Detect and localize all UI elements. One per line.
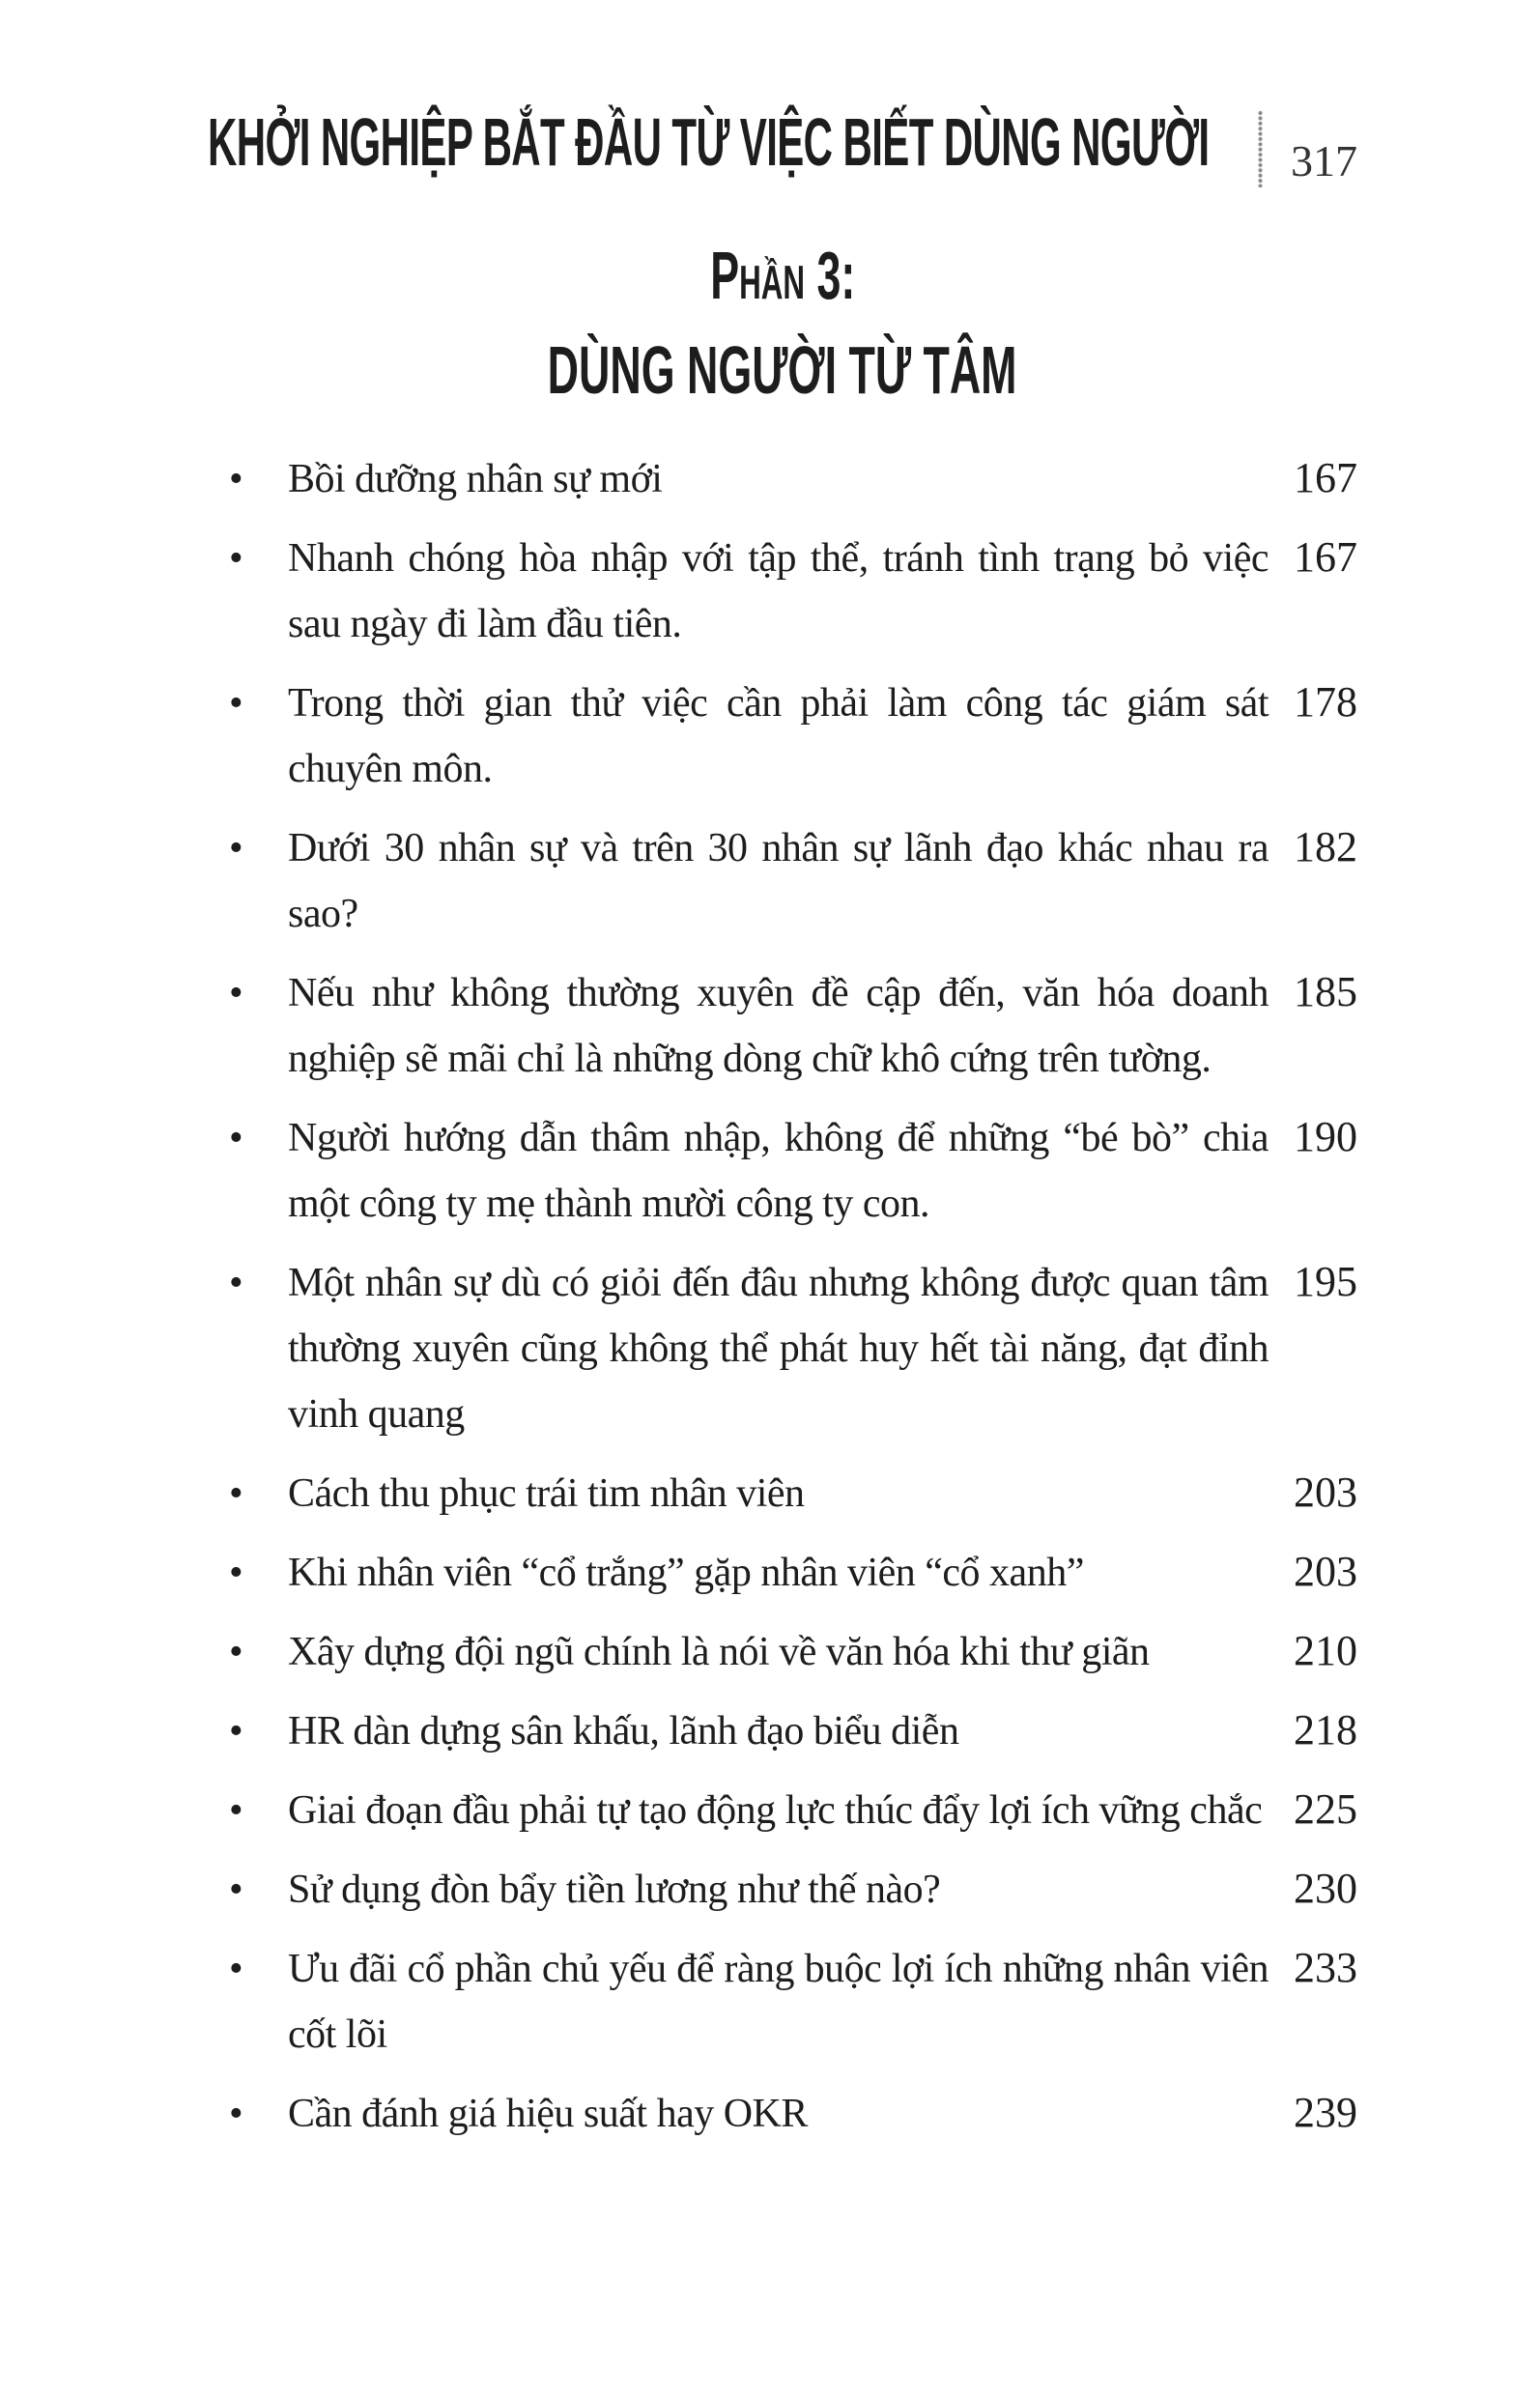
bullet-cell [208, 1857, 288, 1923]
bullet-cell [208, 1105, 288, 1171]
bullet-icon: • [229, 1551, 243, 1595]
toc-item-page: 239 [1294, 2089, 1357, 2136]
toc-item [208, 960, 1357, 1092]
bullet-icon: • [229, 1868, 243, 1912]
bullet-icon: • [229, 2092, 243, 2136]
bullet-icon: • [229, 1116, 243, 1160]
bullet-cell [208, 1250, 288, 1316]
toc-item-text: Trong thời gian thử việc cần phải làm công tác giám sát chuyên môn. [288, 681, 1269, 791]
bullet-icon: • [229, 1261, 243, 1305]
part-title: DÙNG NGƯỜI TỪ TÂM [548, 332, 1017, 408]
toc-item-page: 182 [1294, 823, 1357, 870]
toc-item-page: 185 [1294, 968, 1357, 1015]
toc-item-page: 190 [1294, 1113, 1357, 1160]
book-title: KHỞI NGHIỆP BẮT ĐẦU TỪ VIỆC BIẾT DÙNG NGƯỜI [208, 104, 1210, 180]
bullet-icon: • [229, 971, 243, 1015]
part-label-row [208, 238, 1357, 313]
bullet-cell [208, 1698, 288, 1764]
toc-item-page: 167 [1294, 454, 1357, 501]
bullet-icon: • [229, 1630, 243, 1674]
bullet-cell [208, 1619, 288, 1685]
toc-item-page: 230 [1294, 1865, 1357, 1912]
bullet-icon: • [229, 681, 243, 726]
bullet-cell [208, 1540, 288, 1606]
toc-item [208, 1540, 1357, 1606]
bullet-cell [208, 446, 288, 512]
toc-item [208, 1619, 1357, 1685]
page-header [208, 104, 1357, 191]
toc-item [208, 1936, 1357, 2068]
toc-item-text: Cần đánh giá hiệu suất hay OKR [288, 2092, 808, 2136]
dotted-separator [1257, 110, 1264, 187]
toc-item-page: 203 [1294, 1469, 1357, 1516]
toc-item [208, 1698, 1357, 1764]
bullet-cell [208, 815, 288, 881]
toc-item [208, 526, 1357, 657]
toc-item-page: 225 [1294, 1785, 1357, 1833]
running-head [208, 104, 1210, 180]
toc-item [208, 1250, 1357, 1447]
toc-item-text: Người hướng dẫn thâm nhập, không để những “bé bò” chia một công ty mẹ thành mười công ty con. [288, 1116, 1269, 1226]
toc-item-page: 167 [1294, 533, 1357, 581]
toc-item [208, 1461, 1357, 1526]
toc-item [208, 1778, 1357, 1843]
toc-item-text: Cách thu phục trái tim nhân viên [288, 1471, 805, 1516]
toc-item-text: Giai đoạn đầu phải tự tạo động lực thúc đẩy lợi ích vững chắc [288, 1788, 1263, 1833]
toc-item-text: Khi nhân viên “cổ trắng” gặp nhân viên “cổ xanh” [288, 1551, 1084, 1595]
bullet-icon: • [229, 1709, 243, 1754]
page-number-block [1257, 108, 1357, 187]
bullet-icon: • [229, 536, 243, 581]
toc-item-page: 233 [1294, 1944, 1357, 1991]
toc-item-text: Một nhân sự dù có giỏi đến đâu nhưng không được quan tâm thường xuyên cũng không thể phát huy hết tài năng, đạt đỉnh vinh quang [288, 1261, 1269, 1437]
bullet-icon: • [229, 1471, 243, 1516]
toc-item-text: Dưới 30 nhân sự và trên 30 nhân sự lãnh đạo khác nhau ra sao? [288, 826, 1269, 936]
bullet-icon: • [229, 457, 243, 501]
toc-item [208, 1857, 1357, 1923]
toc-item-text: Xây dựng đội ngũ chính là nói về văn hóa khi thư giãn [288, 1630, 1150, 1674]
bullet-icon: • [229, 1788, 243, 1833]
toc-item-page: 178 [1294, 678, 1357, 726]
toc-item-text: Sử dụng đòn bẩy tiền lương như thế nào? [288, 1868, 941, 1912]
bullet-cell [208, 1778, 288, 1843]
bullet-icon: • [229, 826, 243, 870]
part-label: Phần 3: [709, 238, 856, 313]
bullet-cell [208, 1461, 288, 1526]
toc-item [208, 670, 1357, 802]
toc-item-page: 210 [1294, 1627, 1357, 1674]
bullet-cell [208, 526, 288, 591]
toc-item-text: Nhanh chóng hòa nhập với tập thể, tránh tình trạng bỏ việc sau ngày đi làm đầu tiên. [288, 536, 1269, 646]
toc-item [208, 2081, 1357, 2147]
bullet-icon: • [229, 1947, 243, 1991]
page-number: 317 [1291, 136, 1357, 185]
toc-item-page: 195 [1294, 1258, 1357, 1305]
toc-item-text: Ưu đãi cổ phần chủ yếu để ràng buộc lợi ích những nhân viên cốt lõi [288, 1947, 1269, 2057]
toc-item [208, 1105, 1357, 1237]
toc-item-page: 218 [1294, 1706, 1357, 1754]
toc-item [208, 815, 1357, 947]
toc-item [208, 446, 1357, 512]
toc-item-text: HR dàn dựng sân khấu, lãnh đạo biểu diễn [288, 1709, 959, 1754]
bullet-cell [208, 2081, 288, 2147]
toc-list [208, 446, 1357, 2147]
part-title-row [208, 332, 1357, 408]
bullet-cell [208, 670, 288, 736]
toc-item-text: Bồi dưỡng nhân sự mới [288, 457, 663, 501]
bullet-cell [208, 960, 288, 1026]
toc-item-text: Nếu như không thường xuyên đề cập đến, văn hóa doanh nghiệp sẽ mãi chỉ là những dòng chữ khô cứng trên tường. [288, 971, 1269, 1081]
bullet-cell [208, 1936, 288, 2002]
toc-item-page: 203 [1294, 1548, 1357, 1595]
